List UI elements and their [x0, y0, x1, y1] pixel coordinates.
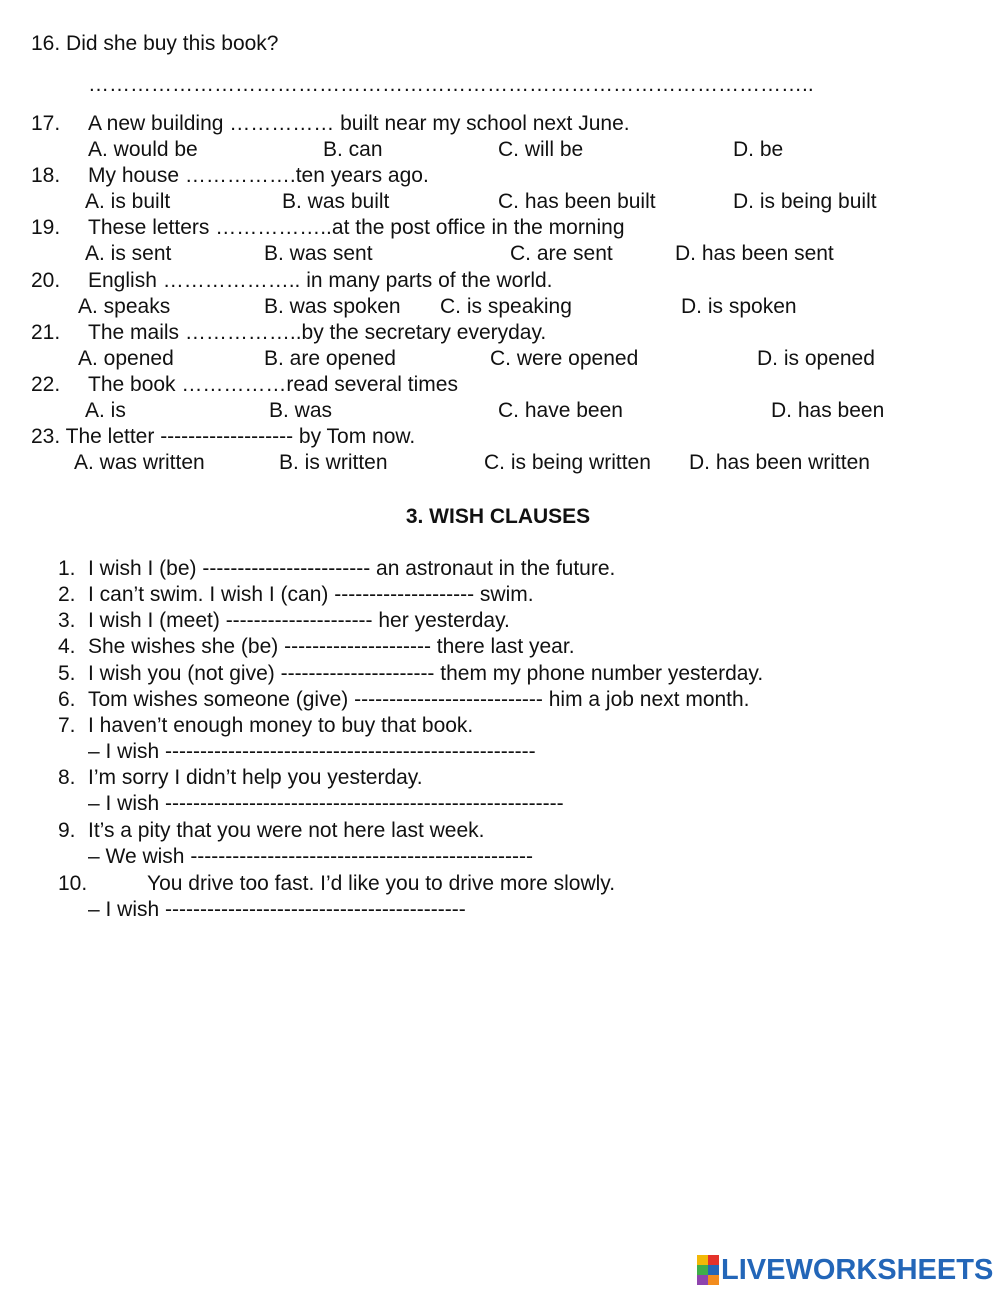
- wish-4-number: 4.: [58, 635, 76, 658]
- wish-1-text[interactable]: I wish I (be) ------------------------ an astronaut in the future.: [88, 557, 616, 580]
- question-22-number: 22.: [31, 373, 61, 396]
- wish-10-number: 10.: [58, 872, 88, 895]
- question-17-option-c[interactable]: C. will be: [498, 138, 584, 161]
- question-18-option-b[interactable]: B. was built: [282, 190, 390, 213]
- wish-1-number: 1.: [58, 557, 76, 580]
- question-21-number: 21.: [31, 321, 61, 344]
- question-17-option-d[interactable]: D. be: [733, 138, 784, 161]
- question-22-option-b[interactable]: B. was: [269, 399, 333, 422]
- question-23-option-d[interactable]: D. has been written: [689, 451, 870, 474]
- liveworksheets-logo[interactable]: [697, 1253, 993, 1287]
- wish-9-answer[interactable]: – We wish -------------------------------------------------: [88, 845, 533, 868]
- section-title: 3. WISH CLAUSES: [405, 505, 591, 528]
- wish-9-text: It’s a pity that you were not here last week.: [88, 819, 485, 842]
- wish-4-text[interactable]: She wishes she (be) --------------------- there last year.: [88, 635, 575, 658]
- question-23-option-c[interactable]: C. is being written: [484, 451, 651, 474]
- wish-7-answer[interactable]: – I wish -----------------------------------------------------: [88, 740, 536, 763]
- wish-10-text: You drive too fast. I’d like you to drive more slowly.: [147, 872, 616, 895]
- question-22-stem: The book ……………read several times: [88, 373, 458, 396]
- wish-8-number: 8.: [58, 766, 76, 789]
- question-22-option-d[interactable]: D. has been: [771, 399, 885, 422]
- question-17-stem: A new building …………… built near my school next June.: [88, 112, 630, 135]
- question-17-number: 17.: [31, 112, 61, 135]
- question-19-option-d[interactable]: D. has been sent: [675, 242, 834, 265]
- question-18-stem: My house …………….ten years ago.: [88, 164, 429, 187]
- question-16: 16. Did she buy this book?: [31, 32, 279, 55]
- question-19-option-c[interactable]: C. are sent: [510, 242, 613, 265]
- question-18-number: 18.: [31, 164, 61, 187]
- question-19-stem: These letters ……………..at the post office in the morning: [88, 216, 625, 239]
- question-20-number: 20.: [31, 269, 61, 292]
- question-20-option-d[interactable]: D. is spoken: [681, 295, 797, 318]
- wish-8-text: I’m sorry I didn’t help you yesterday.: [88, 766, 423, 789]
- wish-3-text[interactable]: I wish I (meet) --------------------- her yesterday.: [88, 609, 510, 632]
- question-22-option-c[interactable]: C. have been: [498, 399, 623, 422]
- wish-8-answer[interactable]: – I wish ---------------------------------------------------------: [88, 792, 564, 815]
- question-21-option-a[interactable]: A. opened: [78, 347, 174, 370]
- question-19-option-b[interactable]: B. was sent: [264, 242, 373, 265]
- wish-9-number: 9.: [58, 819, 76, 842]
- wish-5-text[interactable]: I wish you (not give) ---------------------- them my phone number yesterday.: [88, 662, 764, 685]
- wish-3-number: 3.: [58, 609, 76, 632]
- question-23-stem: 23. The letter ------------------- by Tom now.: [31, 425, 416, 448]
- question-16-answer-line[interactable]: …………………………………………………………………………………………..: [88, 73, 814, 96]
- logo-text: LIVEWORKSHEETS: [721, 1253, 994, 1286]
- question-18-option-a[interactable]: A. is built: [85, 190, 171, 213]
- question-17-option-b[interactable]: B. can: [323, 138, 383, 161]
- wish-2-text[interactable]: I can’t swim. I wish I (can) -------------------- swim.: [88, 583, 534, 606]
- question-18-option-d[interactable]: D. is being built: [733, 190, 877, 213]
- question-20-stem: English ……………….. in many parts of the world.: [88, 269, 553, 292]
- wish-6-text[interactable]: Tom wishes someone (give) --------------------------- him a job next month.: [88, 688, 750, 711]
- question-19-number: 19.: [31, 216, 61, 239]
- question-23-option-b[interactable]: B. is written: [279, 451, 388, 474]
- wish-10-answer[interactable]: – I wish -------------------------------------------: [88, 898, 466, 921]
- question-21-stem: The mails ……………..by the secretary everyday.: [88, 321, 547, 344]
- question-20-option-c[interactable]: C. is speaking: [440, 295, 572, 318]
- question-22-option-a[interactable]: A. is: [85, 399, 126, 422]
- wish-7-text: I haven’t enough money to buy that book.: [88, 714, 474, 737]
- question-18-option-c[interactable]: C. has been built: [498, 190, 656, 213]
- wish-2-number: 2.: [58, 583, 76, 606]
- question-21-option-c[interactable]: C. were opened: [490, 347, 639, 370]
- question-17-option-a[interactable]: A. would be: [88, 138, 198, 161]
- question-21-option-d[interactable]: D. is opened: [757, 347, 875, 370]
- question-19-option-a[interactable]: A. is sent: [85, 242, 172, 265]
- wish-7-number: 7.: [58, 714, 76, 737]
- question-21-option-b[interactable]: B. are opened: [264, 347, 396, 370]
- question-23-option-a[interactable]: A. was written: [74, 451, 205, 474]
- wish-6-number: 6.: [58, 688, 76, 711]
- liveworksheets-logo-icon: [697, 1255, 719, 1285]
- question-20-option-b[interactable]: B. was spoken: [264, 295, 401, 318]
- wish-5-number: 5.: [58, 662, 76, 685]
- question-20-option-a[interactable]: A. speaks: [78, 295, 171, 318]
